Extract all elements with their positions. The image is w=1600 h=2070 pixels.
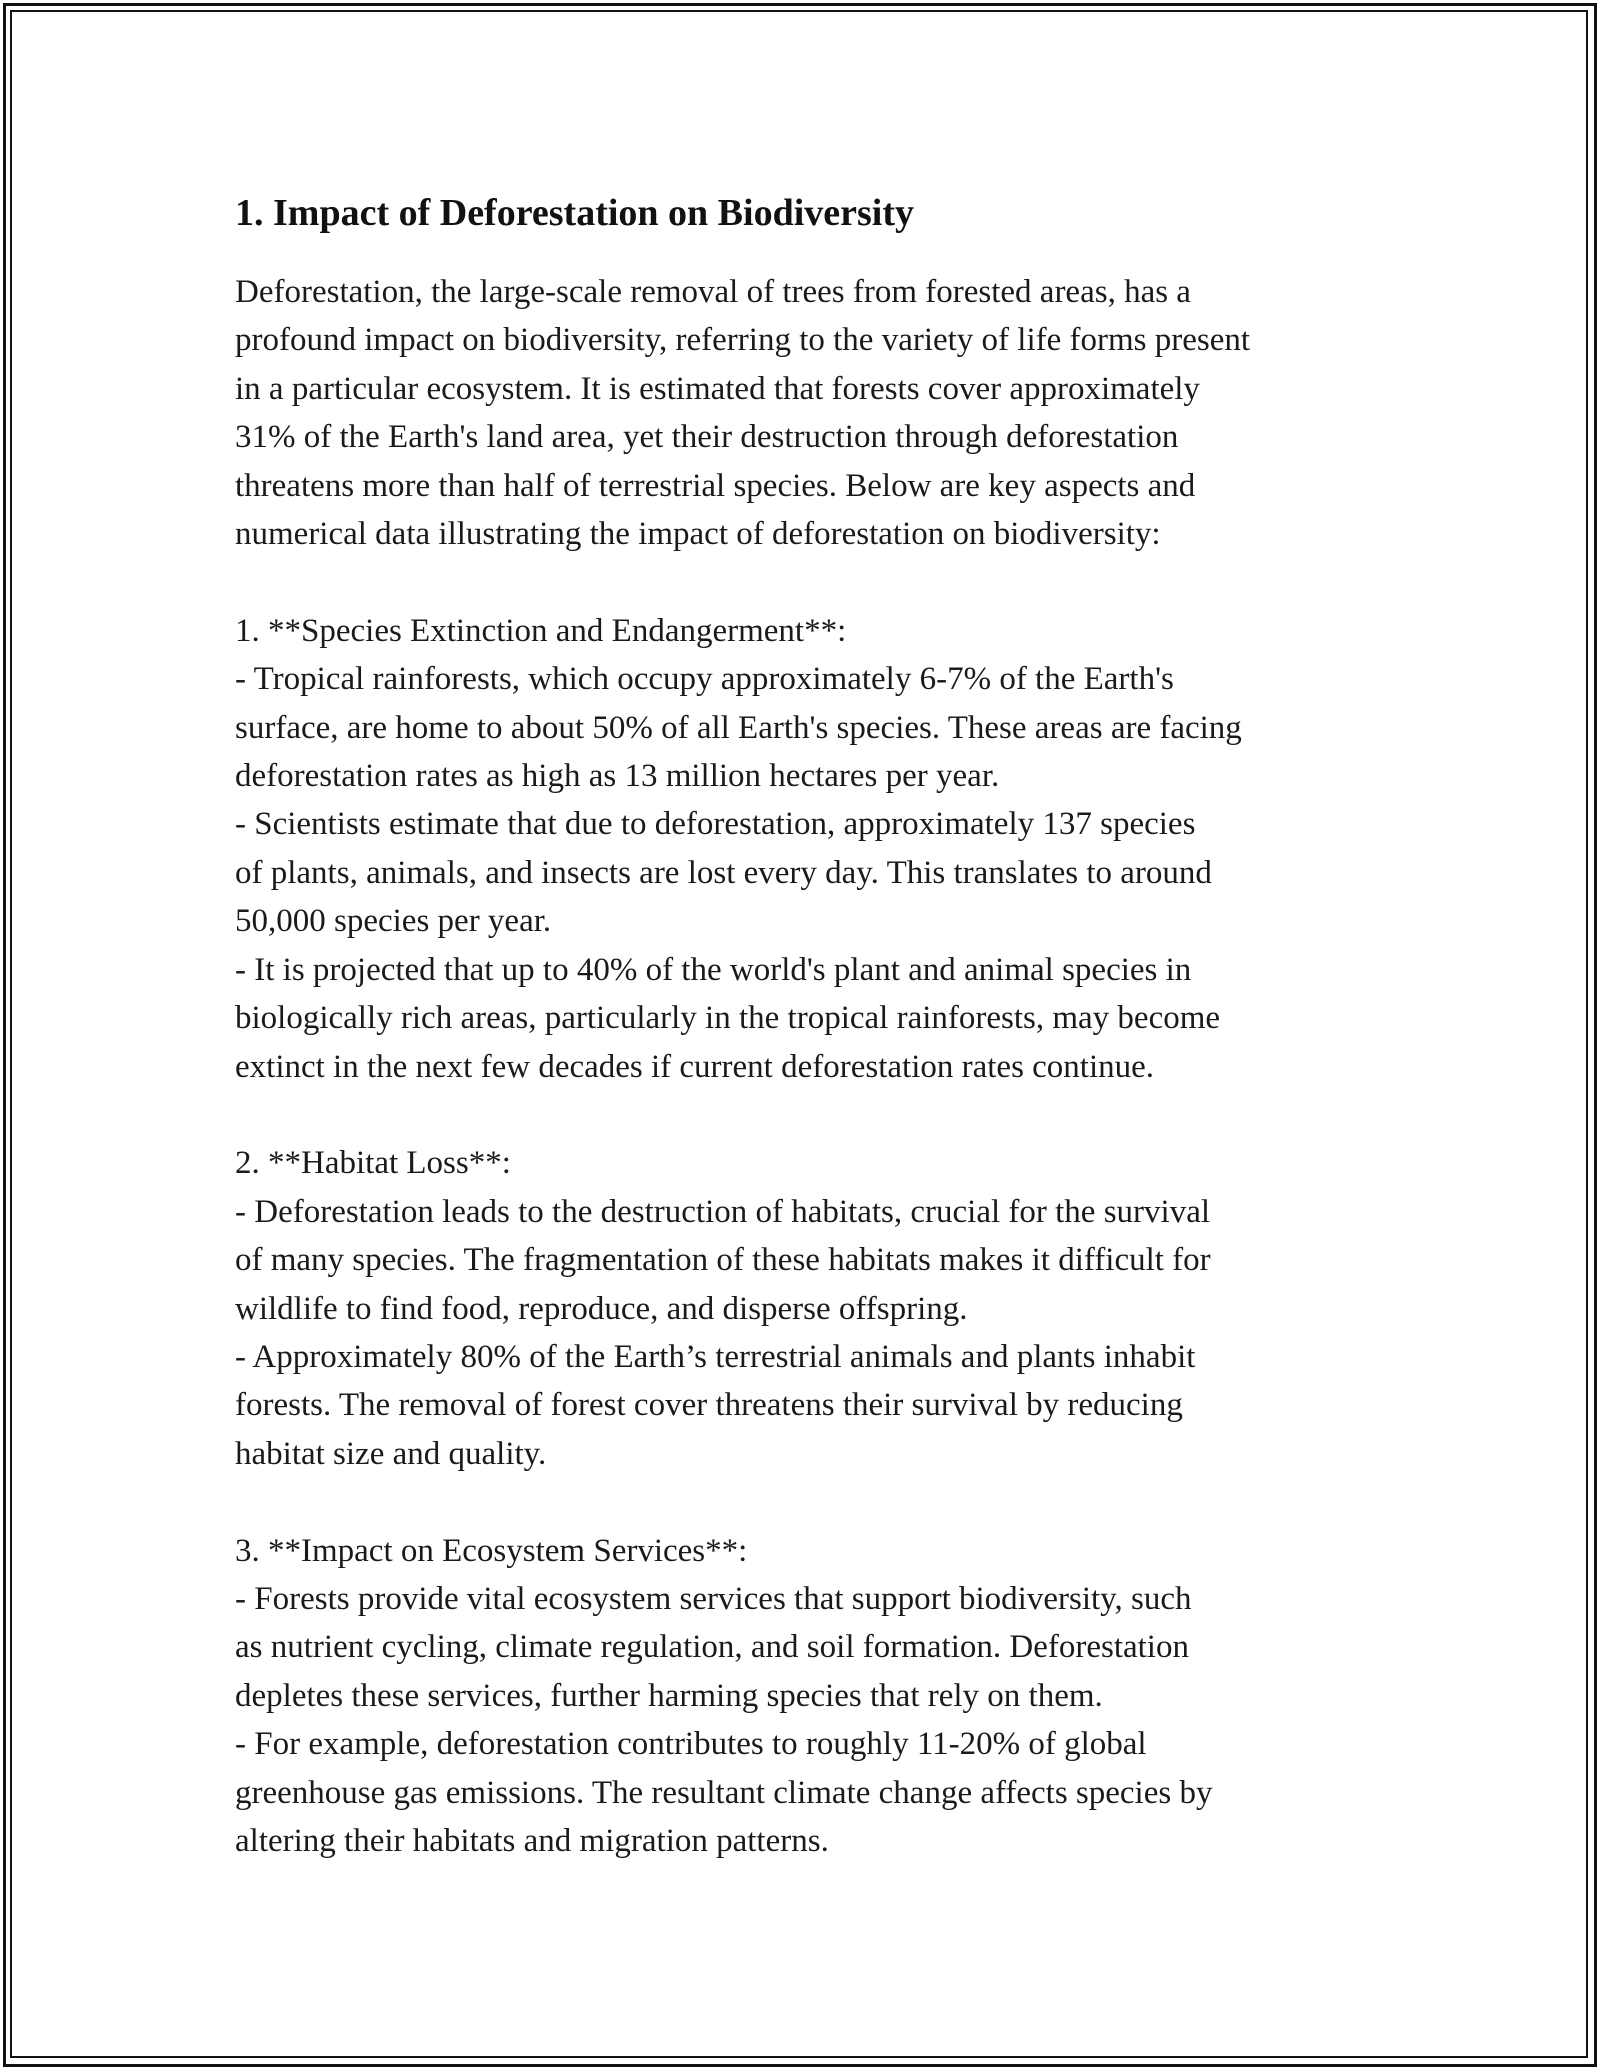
section-heading: 2. **Habitat Loss**:: [235, 1145, 511, 1182]
section-heading: 3. **Impact on Ecosystem Services**:: [235, 1532, 748, 1569]
section-point: - Tropical rainforests, which occupy approximately 6-7% of the Earth's surface, are home to about 50% of all Earth's species. These areas are facing deforestation rates as high as 13 million hectares per year.: [235, 661, 1242, 795]
intro-text: Deforestation, the large-scale removal of trees from forested areas, has a profound impact on biodiversity, referring to the variety of life forms present in a particular ecosystem. It is estimated that forests cover approximately 31% of the Earth's land area, yet their destruction through deforestation threatens more than half of terrestrial species. Below are key aspects and numerical data illustrating the impact of deforestation on biodiversity:: [235, 274, 1251, 553]
section-point: - It is projected that up to 40% of the world's plant and animal species in biologically rich areas, particularly in the tropical rainforests, may become extinct in the next few decades if current deforestation rates continue.: [235, 951, 1221, 1085]
intro-paragraph: [235, 268, 1375, 1865]
section-heading: 1. **Species Extinction and Endangerment**:: [235, 612, 847, 649]
section-point: - Deforestation leads to the destruction of habitats, crucial for the survival of many species. The fragmentation of these habitats makes it difficult for wildlife to find food, reproduce, and disperse offspring.: [235, 1193, 1211, 1327]
section-point: - Scientists estimate that due to deforestation, approximately 137 species of plants, animals, and insects are lost every day. This translates to around 50,000 species per year.: [235, 806, 1212, 940]
document-body: [235, 188, 1375, 1865]
section-point: - For example, deforestation contributes to roughly 11-20% of global greenhouse gas emissions. The resultant climate change affects species by altering their habitats and migration patterns.: [235, 1726, 1213, 1859]
section-point: - Approximately 80% of the Earth’s terrestrial animals and plants inhabit forests. The removal of forest cover threatens their survival by reducing habitat size and quality.: [235, 1338, 1196, 1472]
document-title: 1. Impact of Deforestation on Biodiversity: [235, 192, 915, 234]
section-point: - Forests provide vital ecosystem services that support biodiversity, such as nutrient cycling, climate regulation, and soil formation. Deforestation depletes these services, further harming species that rely on them.: [235, 1580, 1192, 1714]
